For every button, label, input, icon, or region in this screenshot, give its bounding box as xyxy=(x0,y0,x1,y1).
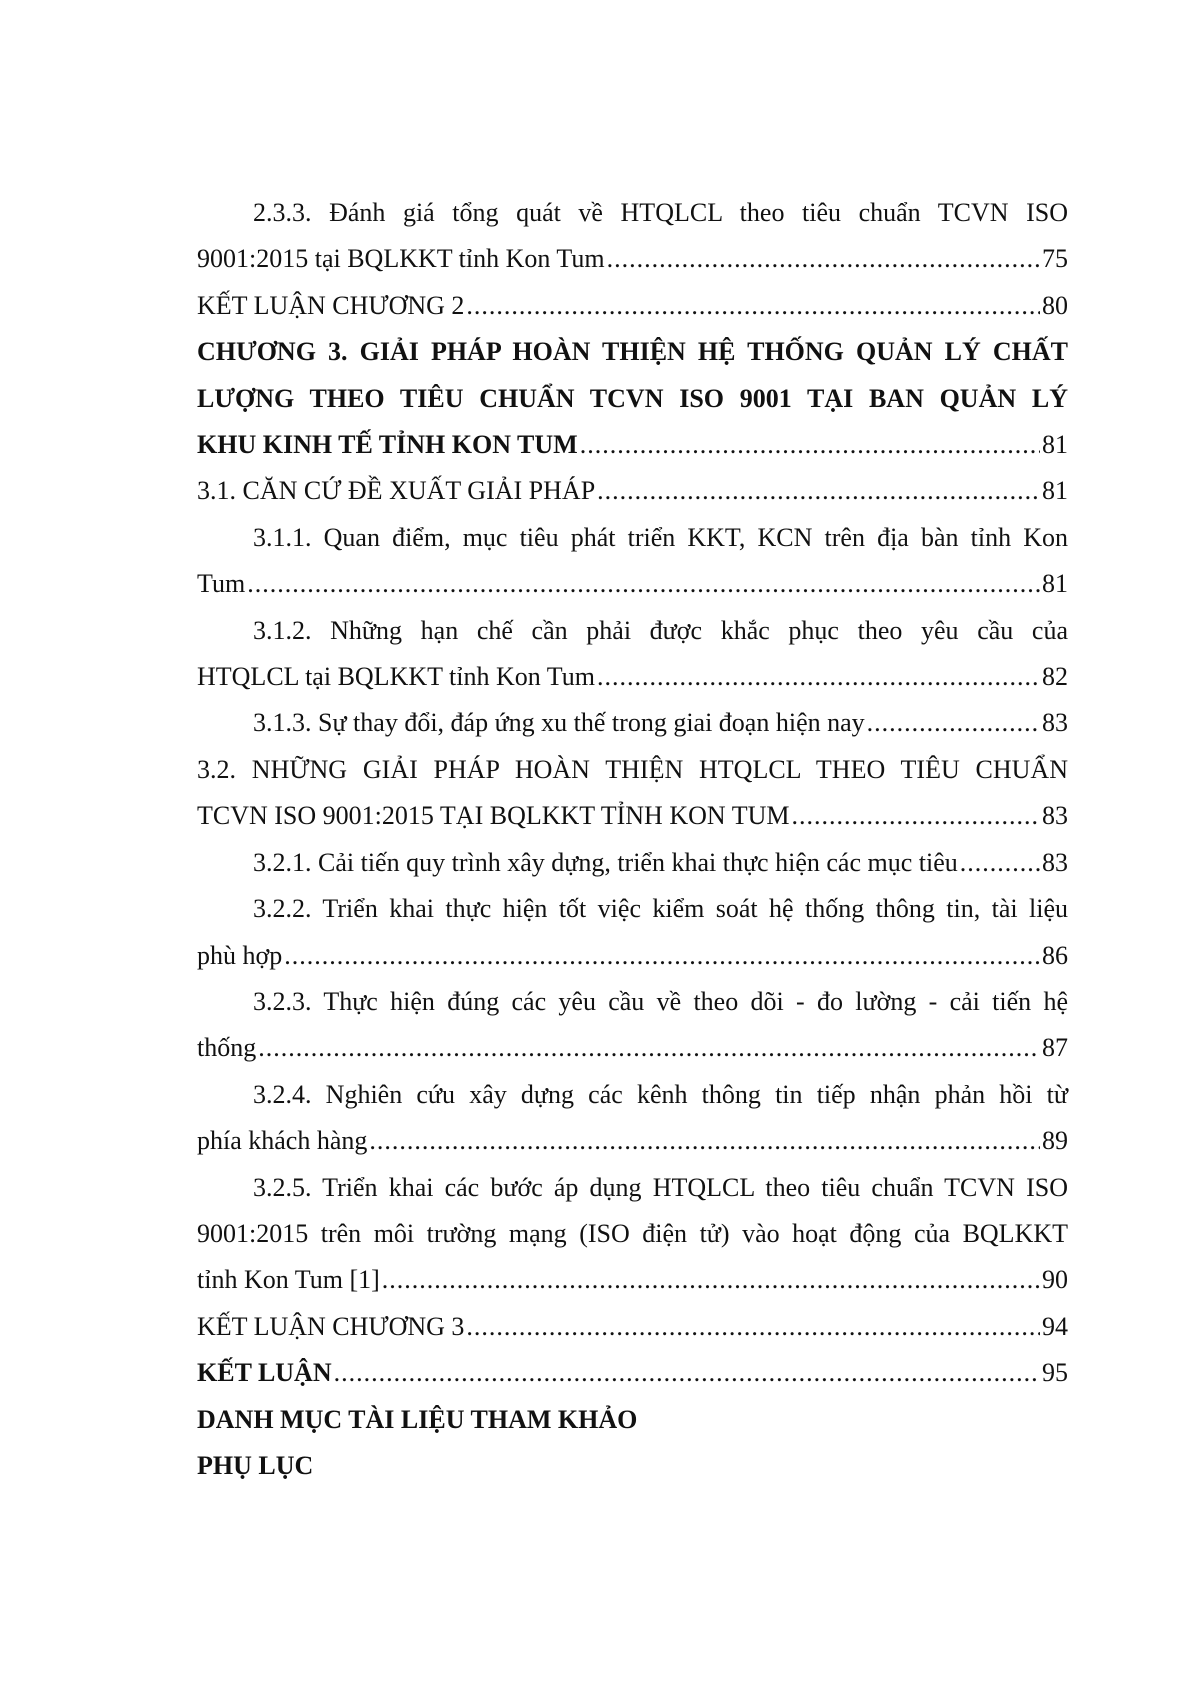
toc-entry-3-1[interactable] xyxy=(197,468,1068,514)
toc-entry-text: DANH MỤC TÀI LIỆU THAM KHẢO xyxy=(197,1404,638,1434)
toc-entry-last-line xyxy=(197,1118,1068,1164)
toc-entry-text-line: 3.1.1. Quan điểm, mục tiêu phát triển KKT, KCN trên địa bàn tỉnh Kon xyxy=(253,522,1068,552)
toc-entry-text: thống xyxy=(197,1033,257,1063)
toc-entry-text-line: 3.1.2. Những hạn chế cần phải được khắc phục theo yêu cầu của xyxy=(253,615,1068,645)
toc-entry-text: phía khách hàng xyxy=(197,1126,368,1156)
toc-entry-text: tỉnh Kon Tum [1] xyxy=(197,1265,380,1295)
dot-leader xyxy=(258,1025,1040,1071)
toc-entry-last-line xyxy=(197,700,1068,746)
toc-entry-text: KHU KINH TẾ TỈNH KON TUM xyxy=(197,430,578,460)
toc-entry-text: KẾT LUẬN xyxy=(197,1358,332,1388)
toc-entry-text: 3.1.3. Sự thay đổi, đáp ứng xu thế trong giai đoạn hiện nay xyxy=(253,708,865,738)
toc-entry-text-line: 3.2.2. Triển khai thực hiện tốt việc kiểm soát hệ thống thông tin, tài liệu xyxy=(253,894,1068,924)
page-number: 80 xyxy=(1042,290,1068,320)
page-number: 75 xyxy=(1042,244,1068,274)
toc-entry-text: PHỤ LỤC xyxy=(197,1450,314,1480)
toc-entry-text-line: LƯỢNG THEO TIÊU CHUẨN TCVN ISO 9001 TẠI BAN QUẢN LÝ xyxy=(197,383,1068,413)
toc-entry-ket-luan-chuong-2[interactable] xyxy=(197,283,1068,329)
page-number: 81 xyxy=(1042,569,1068,599)
toc-entry-text-line: 3.2.4. Nghiên cứu xây dựng các kênh thông tin tiếp nhận phản hồi từ xyxy=(253,1079,1068,1109)
toc-entry-2-3-3[interactable] xyxy=(197,190,1068,283)
toc-entry-appendix[interactable] xyxy=(197,1443,1068,1489)
dot-leader xyxy=(369,1118,1040,1164)
dot-leader xyxy=(334,1350,1040,1396)
toc-entry-text: TCVN ISO 9001:2015 TẠI BQLKKT TỈNH KON TUM xyxy=(197,801,790,831)
dot-leader xyxy=(960,840,1040,886)
toc-entry-3-2[interactable] xyxy=(197,747,1068,840)
page-number: 94 xyxy=(1042,1311,1068,1341)
toc-entry-text-line: 3.2.3. Thực hiện đúng các yêu cầu về theo dõi - đo lường - cải tiến hệ xyxy=(253,986,1068,1016)
dot-leader xyxy=(597,468,1040,514)
page-number: 82 xyxy=(1042,662,1068,692)
toc-entry-text: phù hợp xyxy=(197,940,283,970)
toc-entry-last-line xyxy=(197,840,1068,886)
toc-entry-text: 3.2.1. Cải tiến quy trình xây dựng, triển khai thực hiện các mục tiêu xyxy=(253,847,958,877)
dot-leader xyxy=(284,933,1040,979)
toc-entry-3-2-3[interactable] xyxy=(197,979,1068,1072)
page-number: 81 xyxy=(1042,476,1068,506)
toc-entry-3-2-1[interactable] xyxy=(197,840,1068,886)
dot-leader xyxy=(791,793,1040,839)
toc-entry-last-line xyxy=(197,1025,1068,1071)
toc-entry-3-1-1[interactable] xyxy=(197,515,1068,608)
toc-entry-last-line xyxy=(197,933,1068,979)
toc-entry-references[interactable] xyxy=(197,1397,1068,1443)
toc-entry-last-line xyxy=(197,793,1068,839)
toc-entry-text: 3.1. CĂN CỨ ĐỀ XUẤT GIẢI PHÁP xyxy=(197,476,596,506)
page-number: 83 xyxy=(1042,847,1068,877)
toc-entry-text: HTQLCL tại BQLKKT tỉnh Kon Tum xyxy=(197,662,595,692)
toc-entry-3-2-4[interactable] xyxy=(197,1072,1068,1165)
toc-entry-last-line xyxy=(197,1257,1068,1303)
dot-leader xyxy=(867,700,1040,746)
toc-entry-text-line: 3.2.5. Triển khai các bước áp dụng HTQLCL theo tiêu chuẩn TCVN ISO xyxy=(253,1172,1068,1202)
toc-entry-text-line: 3.2. NHỮNG GIẢI PHÁP HOÀN THIỆN HTQLCL THEO TIÊU CHUẨN xyxy=(197,754,1068,784)
dot-leader xyxy=(247,561,1040,607)
toc-entry-ket-luan[interactable] xyxy=(197,1350,1068,1396)
dot-leader xyxy=(382,1257,1040,1303)
toc-entry-3-1-3[interactable] xyxy=(197,700,1068,746)
toc-entry-3-2-2[interactable] xyxy=(197,886,1068,979)
toc-entry-chuong-3[interactable] xyxy=(197,329,1068,468)
toc-entry-text: KẾT LUẬN CHƯƠNG 2 xyxy=(197,290,465,320)
page-number: 90 xyxy=(1042,1265,1068,1295)
toc-entry-text: Tum xyxy=(197,569,246,599)
page-number: 89 xyxy=(1042,1126,1068,1156)
toc-entry-3-2-5[interactable] xyxy=(197,1165,1068,1304)
toc-entry-last-line xyxy=(197,236,1068,282)
dot-leader xyxy=(466,1304,1040,1350)
page-number: 86 xyxy=(1042,940,1068,970)
toc-entry-last-line xyxy=(197,561,1068,607)
toc-entry-last-line xyxy=(197,1304,1068,1350)
table-of-contents xyxy=(197,190,1068,1489)
page-number: 81 xyxy=(1042,430,1068,460)
toc-entry-last-line xyxy=(197,422,1068,468)
toc-entry-text-line: 2.3.3. Đánh giá tổng quát về HTQLCL theo tiêu chuẩn TCVN ISO xyxy=(253,198,1068,227)
page-number: 87 xyxy=(1042,1033,1068,1063)
toc-entry-last-line xyxy=(197,283,1068,329)
toc-entry-last-line xyxy=(197,654,1068,700)
toc-entry-3-1-2[interactable] xyxy=(197,608,1068,701)
page-number: 83 xyxy=(1042,708,1068,738)
toc-entry-text: 9001:2015 tại BQLKKT tỉnh Kon Tum xyxy=(197,244,605,274)
dot-leader xyxy=(466,283,1040,329)
toc-entry-last-line xyxy=(197,1350,1068,1396)
page-number: 83 xyxy=(1042,801,1068,831)
page-number: 95 xyxy=(1042,1358,1068,1388)
toc-entry-last-line xyxy=(197,468,1068,514)
toc-entry-text: KẾT LUẬN CHƯƠNG 3 xyxy=(197,1311,465,1341)
toc-entry-text-line: CHƯƠNG 3. GIẢI PHÁP HOÀN THIỆN HỆ THỐNG QUẢN LÝ CHẤT xyxy=(197,337,1068,367)
dot-leader xyxy=(580,422,1040,468)
toc-entry-text-line: 9001:2015 trên môi trường mạng (ISO điện tử) vào hoạt động của BQLKKT xyxy=(197,1218,1068,1248)
toc-entry-ket-luan-chuong-3[interactable] xyxy=(197,1304,1068,1350)
dot-leader xyxy=(597,654,1040,700)
dot-leader xyxy=(607,236,1040,282)
